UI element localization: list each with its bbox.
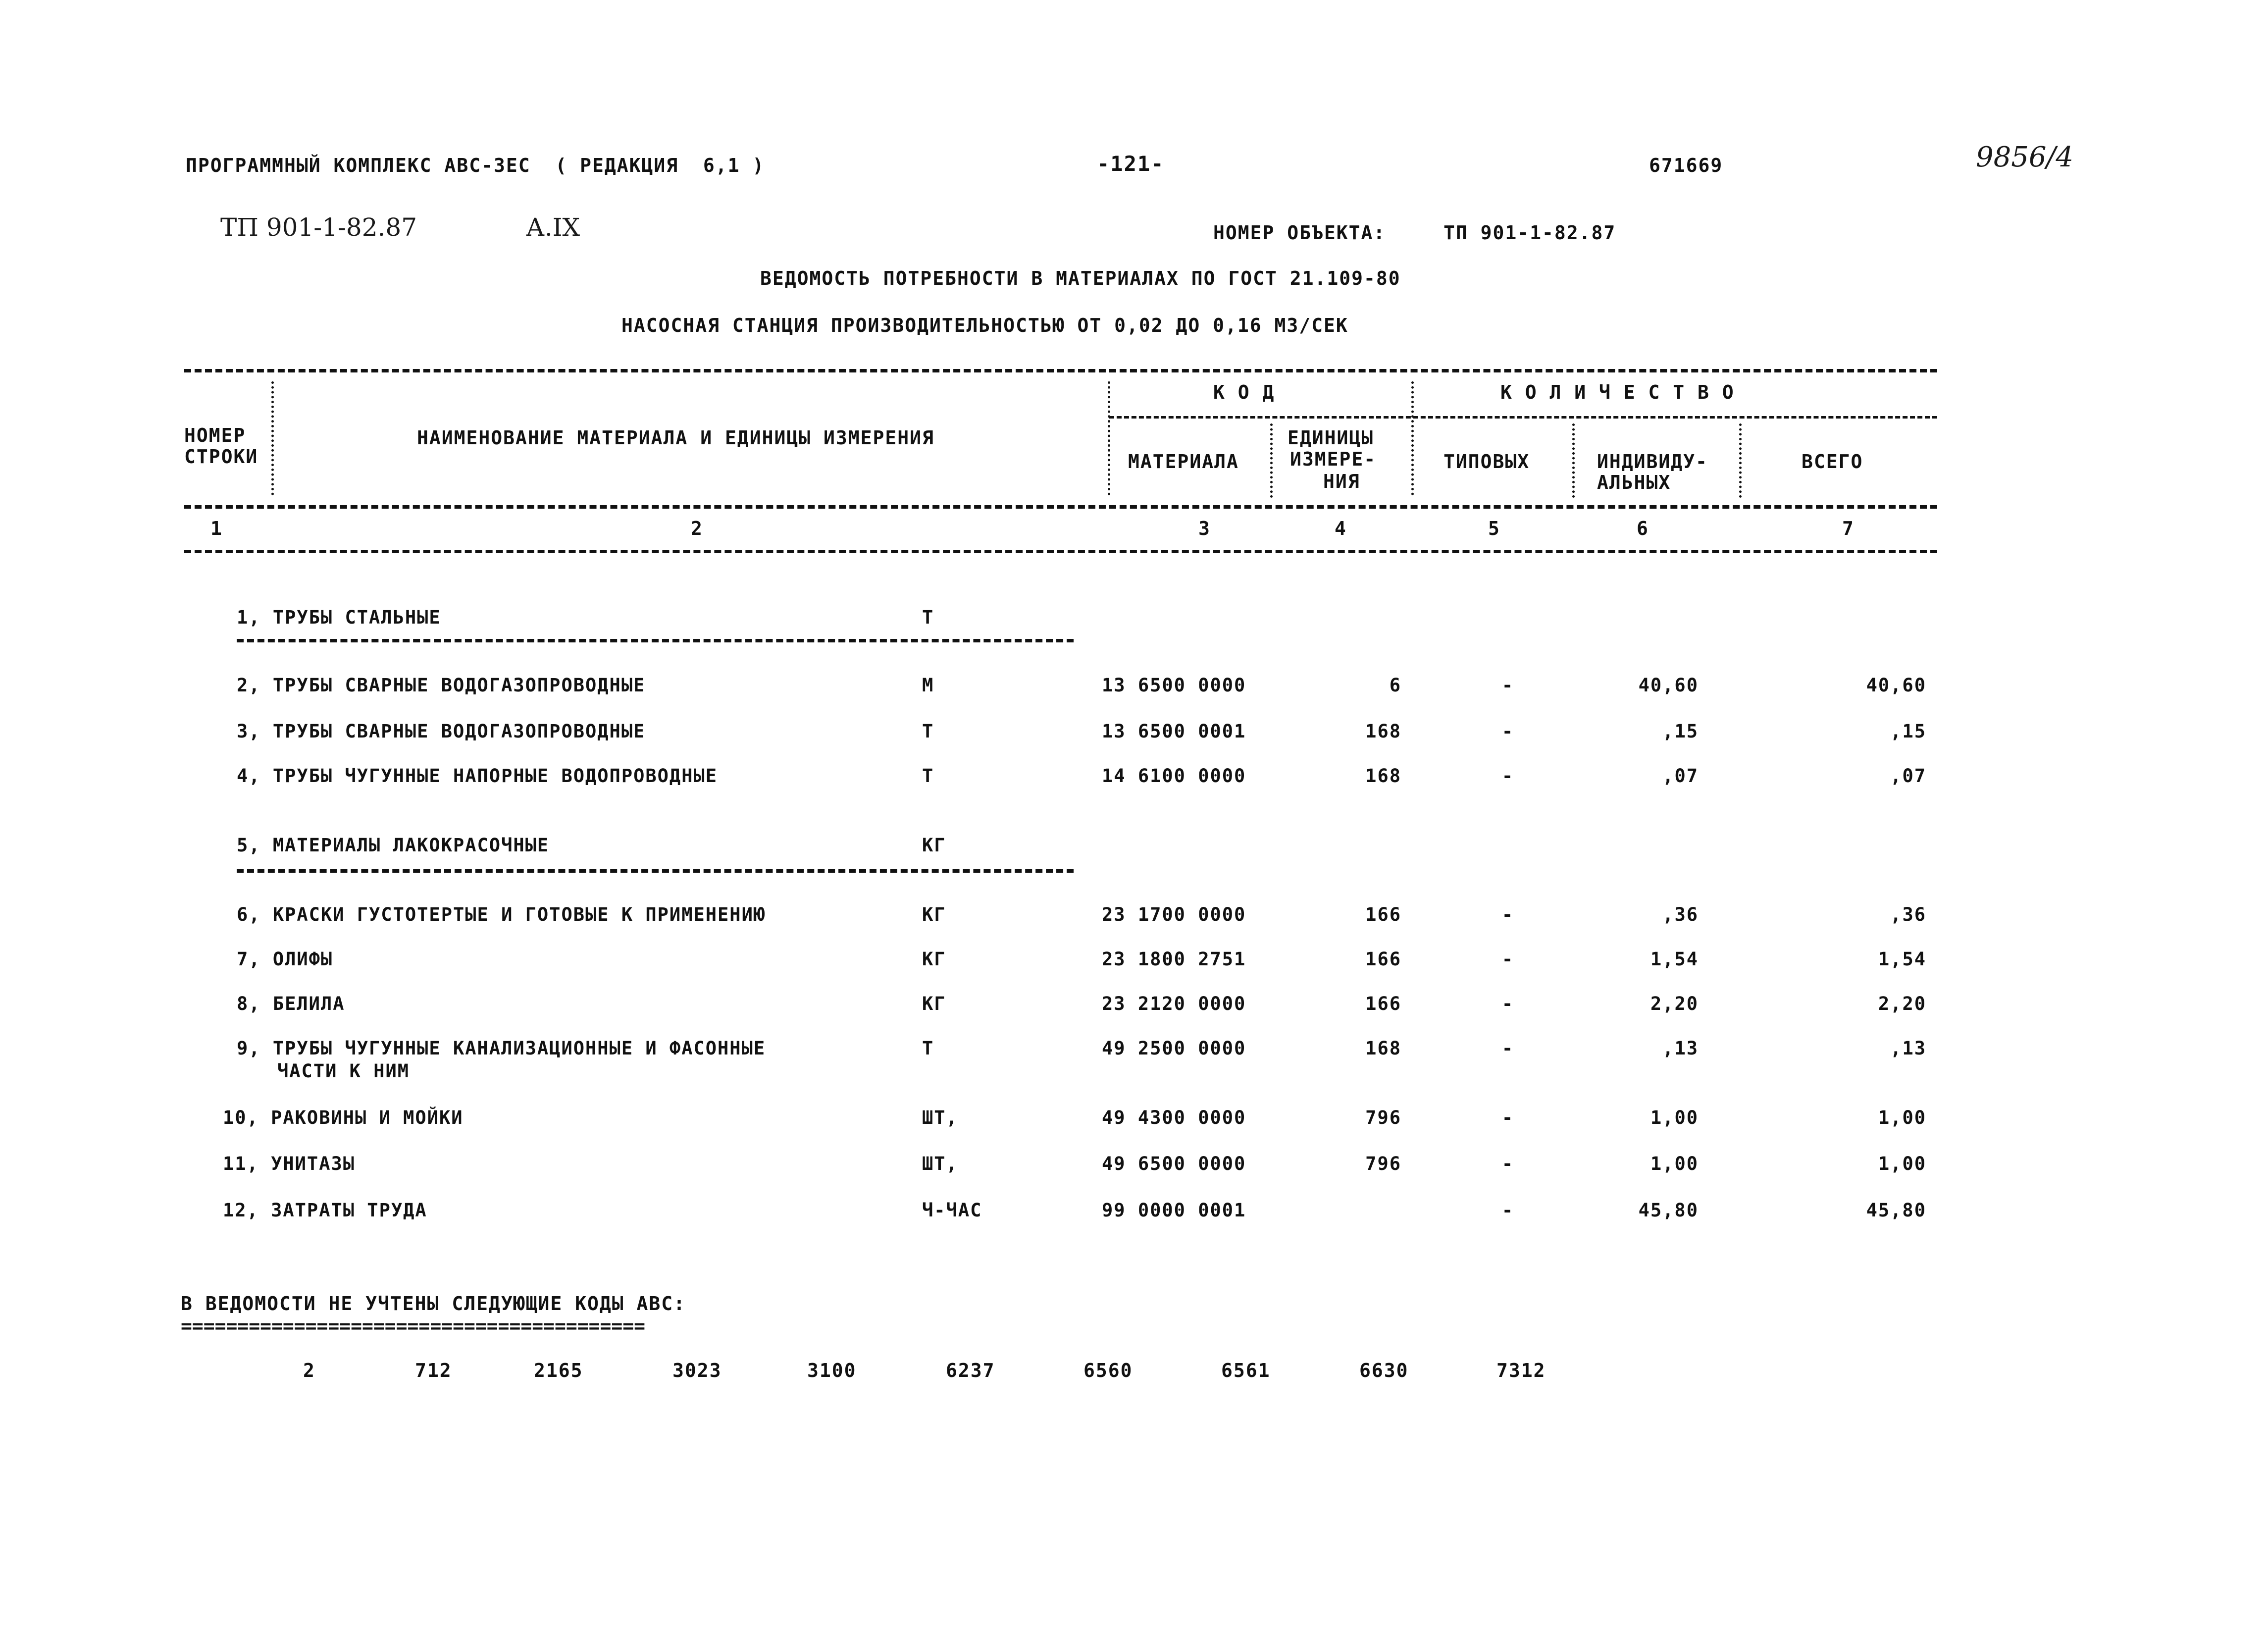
column-divider [1270,423,1273,498]
row-individual: 40,60 [1638,675,1699,696]
header-row-no-1: НОМЕР [184,424,246,446]
header-material: МАТЕРИАЛА [1128,451,1239,473]
table-row [0,721,2268,750]
row-typical: - [1501,765,1514,787]
table-row [0,904,2268,934]
row-material-code: 99 0000 0001 [1102,1200,1246,1221]
header-unit-3: НИЯ [1323,471,1360,492]
row-name: 3, ТРУБЫ СВАРНЫЕ ВОДОГАЗОПРОВОДНЫЕ [237,721,646,742]
column-number: 4 [1335,518,1347,539]
row-name: 1, ТРУБЫ СТАЛЬНЫЕ [237,607,441,628]
abc-code: 6630 [1359,1360,1409,1381]
row-unit-code: 796 [1365,1107,1401,1128]
row-unit-code: 796 [1365,1153,1401,1174]
row-typical: - [1501,1153,1514,1174]
header-individual-2: АЛЬНЫХ [1597,472,1671,493]
row-unit: КГ [922,993,946,1014]
header-row-no-2: СТРОКИ [184,446,258,468]
page-number: -121- [1097,152,1165,176]
table-row [0,1038,2268,1092]
row-name: 11, УНИТАЗЫ [223,1153,356,1174]
row-individual: 1,00 [1650,1153,1699,1174]
group-rule [1109,416,1937,419]
row-unit-code: 166 [1365,948,1401,970]
archive-mark: 9856/4 [1976,141,2074,173]
row-unit: ШТ, [922,1153,958,1174]
row-total: 40,60 [1866,675,1926,696]
column-divider [1411,381,1414,495]
row-typical: - [1501,721,1514,742]
header-total: ВСЕГО [1802,451,1863,473]
album-number: А.IХ [526,213,580,242]
abc-code: 3023 [672,1360,722,1381]
row-total: ,15 [1890,721,1926,742]
document-subtitle: НАСОСНАЯ СТАНЦИЯ ПРОИЗВОДИТЕЛЬНОСТЬЮ ОТ 0,02 ДО 0,16 М3/СЕК [621,315,1348,336]
object-label: НОМЕР ОБЪЕКТА: [1213,222,1386,244]
header-unit-2: ИЗМЕРЕ- [1290,448,1377,470]
row-material-code: 49 6500 0000 [1102,1153,1246,1174]
row-unit-code: 168 [1365,721,1401,742]
row-total: 1,54 [1878,948,1926,970]
abc-code: 7312 [1496,1360,1546,1381]
row-unit-code: 168 [1365,765,1401,787]
document-title: ВЕДОМОСТЬ ПОТРЕБНОСТИ В МАТЕРИАЛАХ ПО ГОСТ 21.109-80 [760,267,1401,289]
table-row [0,765,2268,795]
row-unit-code: 166 [1365,904,1401,925]
footer-underline: ========================================= [181,1315,645,1337]
row-name-continued: ЧАСТИ К НИМ [277,1060,410,1082]
table-row [0,993,2268,1023]
row-typical: - [1501,675,1514,696]
row-unit: Т [922,607,934,628]
row-total: ,13 [1890,1038,1926,1059]
column-divider [271,381,274,495]
header-bottom-rule [184,505,1937,509]
row-total: 45,80 [1866,1200,1926,1221]
abc-code: 3100 [807,1360,857,1381]
row-individual: 2,20 [1650,993,1699,1014]
header-code-group: К О Д [1213,381,1275,403]
table-row [0,948,2268,978]
row-unit: Т [922,721,934,742]
header-individual-1: ИНДИВИДУ- [1597,451,1708,473]
table-row [0,835,2268,864]
row-material-code: 13 6500 0000 [1102,675,1246,696]
row-material-code: 14 6100 0000 [1102,765,1246,787]
abc-code: 2 [303,1360,315,1381]
table-row [0,1200,2268,1229]
table-row [0,1153,2268,1183]
row-material-code: 23 1800 2751 [1102,948,1246,970]
row-unit: Т [922,765,934,787]
row-material-code: 49 2500 0000 [1102,1038,1246,1059]
row-total: 2,20 [1878,993,1926,1014]
row-unit: КГ [922,835,946,856]
row-unit: КГ [922,904,946,925]
row-individual: 1,00 [1650,1107,1699,1128]
row-unit-code: 6 [1389,675,1401,696]
column-divider [1108,381,1110,495]
row-material-code: 23 1700 0000 [1102,904,1246,925]
footer-note: В ВЕДОМОСТИ НЕ УЧТЕНЫ СЛЕДУЮЩИЕ КОДЫ АВС: [181,1293,686,1315]
column-number: 3 [1198,518,1211,539]
row-total: ,07 [1890,765,1926,787]
row-name: 8, БЕЛИЛА [237,993,345,1014]
abc-code: 6237 [946,1360,995,1381]
abc-code: 6561 [1221,1360,1271,1381]
column-divider [1739,423,1742,498]
row-total: ,36 [1890,904,1926,925]
object-number: ТП 901-1-82.87 [1443,222,1616,244]
document-number: 671669 [1649,155,1723,176]
row-name: 7, ОЛИФЫ [237,948,333,970]
row-name: 2, ТРУБЫ СВАРНЫЕ ВОДОГАЗОПРОВОДНЫЕ [237,675,646,696]
column-number-rule [184,550,1937,553]
row-typical: - [1501,948,1514,970]
section-underline [237,869,1074,873]
row-individual: 1,54 [1650,948,1699,970]
row-name: 5, МАТЕРИАЛЫ ЛАКОКРАСОЧНЫЕ [237,835,550,856]
row-typical: - [1501,1107,1514,1128]
column-divider [1572,423,1575,498]
row-typical: - [1501,904,1514,925]
row-unit: ШТ, [922,1107,958,1128]
row-name: 4, ТРУБЫ ЧУГУННЫЕ НАПОРНЫЕ ВОДОПРОВОДНЫЕ [237,765,718,787]
header-unit-1: ЕДИНИЦЫ [1288,427,1374,449]
row-individual: ,13 [1662,1038,1699,1059]
row-name: 10, РАКОВИНЫ И МОЙКИ [223,1107,464,1128]
header-typical: ТИПОВЫХ [1443,451,1530,473]
project-code: ТП 901-1-82.87 [220,213,417,242]
column-number: 6 [1637,518,1649,539]
row-name: 12, ЗАТРАТЫ ТРУДА [223,1200,427,1221]
row-unit: Т [922,1038,934,1059]
table-row [0,1107,2268,1137]
row-typical: - [1501,993,1514,1014]
row-unit: Ч-ЧАС [922,1200,982,1221]
row-name: 6, КРАСКИ ГУСТОТЕРТЫЕ И ГОТОВЫЕ К ПРИМЕНЕНИЮ [237,904,766,925]
row-unit-code: 166 [1365,993,1401,1014]
row-material-code: 23 2120 0000 [1102,993,1246,1014]
table-row [0,675,2268,704]
row-material-code: 13 6500 0001 [1102,721,1246,742]
header-name: НАИМЕНОВАНИЕ МАТЕРИАЛА И ЕДИНИЦЫ ИЗМЕРЕНИЯ [417,427,934,449]
row-material-code: 49 4300 0000 [1102,1107,1246,1128]
column-number: 5 [1488,518,1500,539]
column-number: 7 [1842,518,1855,539]
row-individual: ,07 [1662,765,1699,787]
table-row [0,607,2268,636]
header-quantity-group: К О Л И Ч Е С Т В О [1500,381,1735,403]
row-typical: - [1501,1200,1514,1221]
row-individual: 45,80 [1638,1200,1699,1221]
abc-code: 2165 [534,1360,583,1381]
row-individual: ,15 [1662,721,1699,742]
row-typical: - [1501,1038,1514,1059]
abc-code: 6560 [1083,1360,1133,1381]
table-top-rule [184,369,1937,372]
row-unit-code: 168 [1365,1038,1401,1059]
section-underline [237,639,1074,642]
abc-code: 712 [415,1360,452,1381]
row-name: 9, ТРУБЫ ЧУГУННЫЕ КАНАЛИЗАЦИОННЫЕ И ФАСОННЫЕ [237,1038,766,1059]
row-total: 1,00 [1878,1153,1926,1174]
row-total: 1,00 [1878,1107,1926,1128]
row-unit: КГ [922,948,946,970]
column-number: 2 [691,518,703,539]
column-number: 1 [210,518,223,539]
row-individual: ,36 [1662,904,1699,925]
program-line: ПРОГРАММНЫЙ КОМПЛЕКС АВС-ЗЕС ( РЕДАКЦИЯ 6,1 ) [186,155,765,176]
row-unit: М [922,675,934,696]
